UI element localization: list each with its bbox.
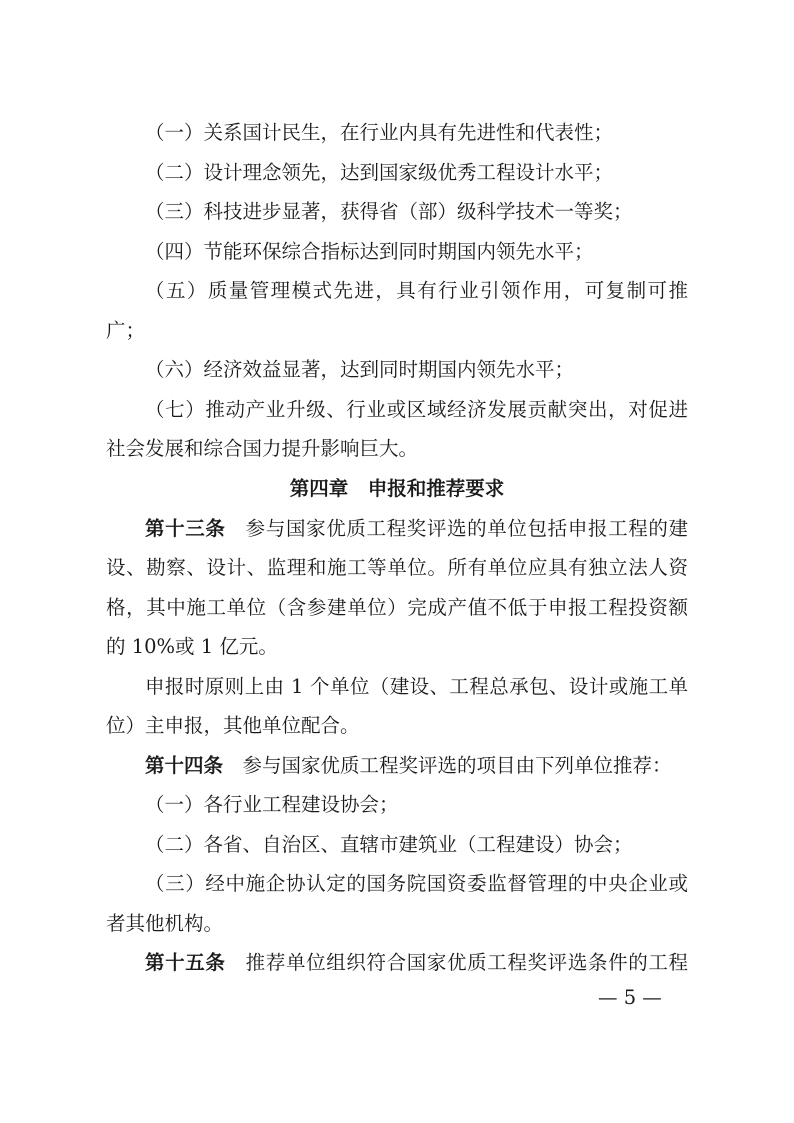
apply-paragraph: 申报时原则上由 1 个单位（建设、工程总承包、设计或施工单位）主申报，其他单位配合。 xyxy=(106,674,688,737)
chapter-heading: 第四章 申报和推荐要求 xyxy=(289,476,505,500)
recommender-item-1: （一）各行业工程建设协会； xyxy=(145,793,399,816)
page-number: — 5 — xyxy=(598,986,662,1009)
article-14-text: 参与国家优质工程奖评选的项目由下列单位推荐： xyxy=(223,753,672,777)
criteria-item-6: （六）经济效益显著，达到同时期国内领先水平； xyxy=(145,358,575,381)
article-13 xyxy=(106,509,688,667)
article-13-text: 参与国家优质工程奖评选的单位包括申报工程的建设、勘察、设计、监理和施工等单位。所有单位应具有独立法人资格，其中施工单位（含参建单位）完成产值不低于申报工程投资额的 10%或 1 亿元。 xyxy=(106,516,688,658)
article-15-text: 推荐单位组织符合国家优质工程奖评选条件的工程 xyxy=(225,951,688,974)
criteria-item-3: （三）科技进步显著，获得省（部）级科学技术一等奖； xyxy=(145,200,633,223)
article-14-lead: 第十四条 xyxy=(145,753,224,777)
article-14 xyxy=(106,746,688,786)
article-13-lead: 第十三条 xyxy=(145,516,226,540)
criteria-item-1: （一）关系国计民生，在行业内具有先进性和代表性； xyxy=(145,121,614,144)
recommender-item-3: （三）经中施企协认定的国务院国资委监督管理的中央企业或者其他机构。 xyxy=(106,872,688,935)
criteria-item-4: （四）节能环保综合指标达到同时期国内领先水平； xyxy=(145,239,594,263)
page-content xyxy=(106,113,688,983)
article-15 xyxy=(106,943,688,983)
criteria-item-5: （五）质量管理模式先进，具有行业引领作用，可复制可推广； xyxy=(106,279,688,342)
article-15-lead: 第十五条 xyxy=(145,951,226,974)
criteria-item-2: （二）设计理念领先，达到国家级优秀工程设计水平； xyxy=(145,160,614,184)
criteria-item-7: （七）推动产业升级、行业或区域经济发展贡献突出，对促进社会发展和综合国力提升影响巨大。 xyxy=(106,397,688,460)
recommender-item-2: （二）各省、自治区、直辖市建筑业（工程建设）协会； xyxy=(145,832,633,856)
